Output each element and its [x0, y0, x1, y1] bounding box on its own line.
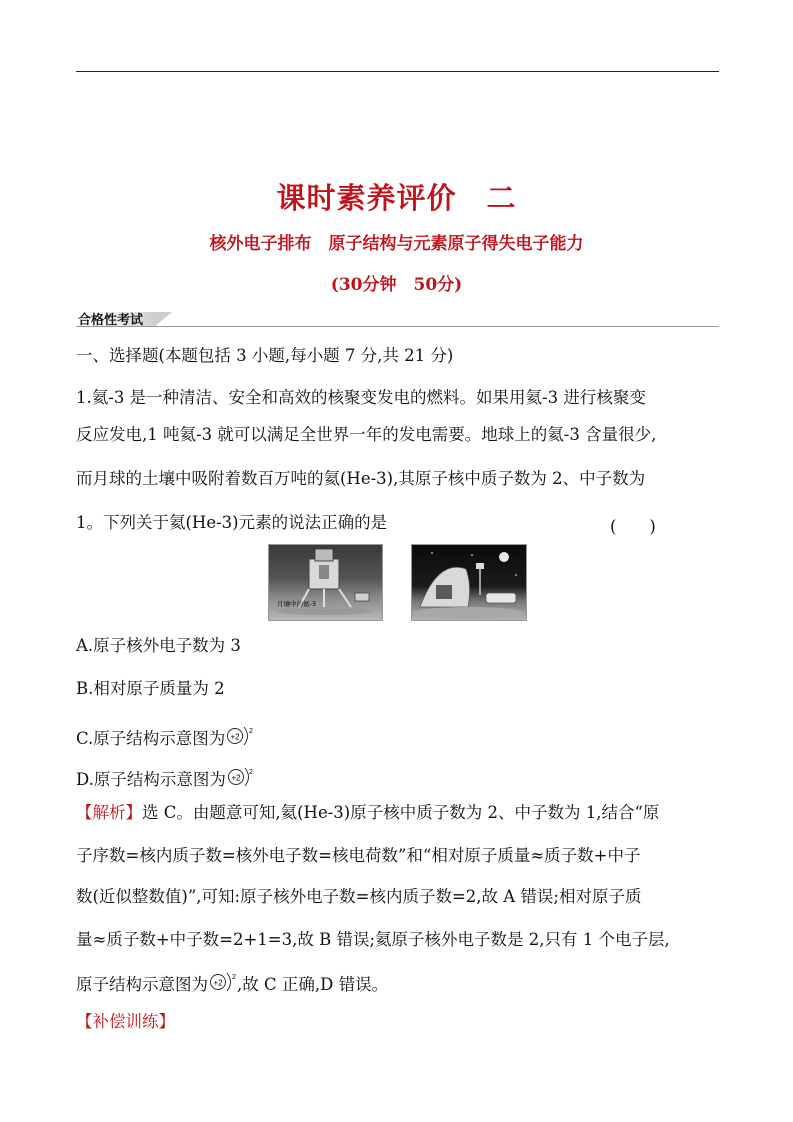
question-line-1: 1.氦-3 是一种清洁、安全和高效的核聚变发电的燃料。如果用氦-3 进行核聚变	[76, 388, 646, 407]
option-c	[76, 724, 254, 749]
analysis-line-1	[76, 803, 659, 823]
answer-paren: ( )	[610, 517, 656, 536]
atom-diagram-c	[226, 724, 254, 748]
page-title: 课时素养评价 二	[276, 181, 517, 215]
option-c-text: C.原子结构示意图为	[76, 729, 226, 748]
supplement-label: 【补偿训练】	[76, 1012, 175, 1031]
shell-electrons-d: 2	[248, 769, 253, 776]
analysis-text-1: 选 C。由题意可知,氦(He-3)原子核中质子数为 2、中子数为 1,结合“原	[142, 803, 660, 822]
option-d-text: D.原子结构示意图为	[76, 770, 226, 789]
question-line-4: 1。下列关于氦(He-3)元素的说法正确的是	[76, 513, 388, 532]
analysis-line-2: 子序数=核内质子数=核外电子数=核电荷数”和“相对原子质量≈质子数+中子	[76, 846, 641, 865]
analysis-text-5b: ,故 C 正确,D 错误。	[237, 975, 389, 994]
nucleus-label-c: +2	[230, 732, 240, 742]
shell-electrons-analysis: 2	[232, 974, 236, 981]
section-heading: 一、选择题(本题包括 3 小题,每小题 7 分,共 21 分)	[76, 346, 454, 365]
nucleus-label-analysis: +2	[213, 978, 223, 988]
time-score: (30分钟 50分)	[330, 275, 463, 295]
analysis-line-5	[76, 970, 388, 995]
lander-illustration	[269, 545, 382, 620]
page-subtitle: 核外电子排布 原子结构与元素原子得失电子能力	[209, 234, 584, 254]
analysis-text-5a: 原子结构示意图为	[76, 975, 208, 994]
analysis-line-3: 数(近似整数值)”,可知:原子核外电子数=核内质子数=2,故 A 错误;相对原子质	[76, 887, 642, 906]
section-rule	[76, 326, 719, 327]
moon-base-illustration	[412, 545, 526, 620]
atom-diagram-analysis	[209, 970, 237, 994]
option-d	[76, 765, 255, 790]
analysis-label: 【解析】	[76, 803, 142, 822]
section-tag-label: 合格性考试	[78, 313, 144, 328]
shell-electrons-c: 2	[249, 728, 254, 735]
section-tag	[76, 309, 176, 327]
lunar-base-photo	[411, 544, 527, 621]
option-a: A.原子核外电子数为 3	[76, 636, 241, 655]
lunar-lander-photo	[268, 544, 383, 621]
header-rule	[76, 71, 719, 72]
option-b: B.相对原子质量为 2	[76, 679, 225, 698]
question-line-2: 反应发电,1 吨氦-3 就可以满足全世界一年的发电需要。地球上的氦-3 含量很少,	[76, 425, 657, 444]
question-line-3: 而月球的土壤中吸附着数百万吨的氦(He-3),其原子核中质子数为 2、中子数为	[76, 469, 646, 488]
atom-diagram-d	[227, 765, 255, 789]
photo-caption: 月壤中的氦-3	[277, 600, 316, 608]
section-tag-slant	[154, 312, 172, 327]
nucleus-label-d: +2	[231, 773, 241, 783]
analysis-line-4: 量≈质子数+中子数=2+1=3,故 B 错误;氦原子核外电子数是 2,只有 1 个电子层,	[76, 930, 670, 949]
